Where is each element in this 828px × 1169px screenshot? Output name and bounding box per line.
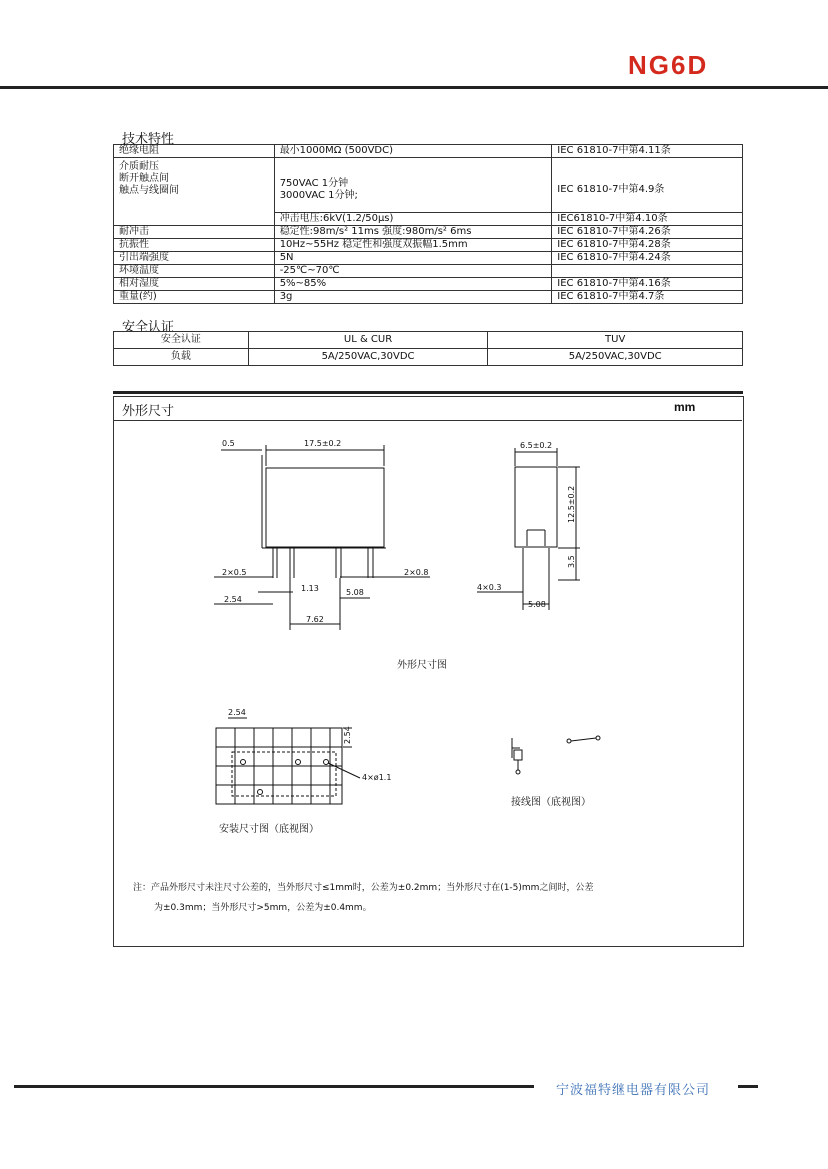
spec-name: 环境温度 (114, 265, 275, 278)
footer-rule-right (738, 1085, 758, 1088)
cert-section-title: 安全认证 (122, 320, 175, 335)
tolerance-note-cont: 为±0.3mm；当外形尺寸>5mm，公差为±0.4mm。 (154, 903, 372, 913)
spec-value: -25℃~70℃ (274, 265, 552, 278)
footer-rule (14, 1085, 534, 1088)
cert-cell: 5A/250VAC,30VDC (488, 349, 743, 366)
spec-value: 冲击电压:6kV(1.2/50μs) (274, 213, 552, 226)
dim-label: 4×0.3 (477, 583, 502, 592)
spec-name: 触点与线圈间 (119, 185, 179, 196)
spec-std: IEC 61810-7中第4.9条 (552, 158, 743, 213)
dim-label: 5.08 (346, 588, 364, 597)
dim-label: 1.13 (301, 584, 319, 593)
dim-label: 2.54 (228, 708, 246, 717)
tolerance-note: 注：产品外形尺寸未注尺寸公差的，当外形尺寸≤1mm时，公差为±0.2mm；当外形尺寸在(1-5)mm之间时，公差 (133, 883, 594, 893)
spec-name: 重量(约) (114, 291, 275, 304)
spec-std: IEC 61810-7中第4.7条 (552, 291, 743, 304)
spec-std: IEC 61810-7中第4.28条 (552, 239, 743, 252)
wiring-diagram (512, 736, 600, 774)
dim-label: 2×0.8 (404, 568, 429, 577)
spec-value: 5%~85% (274, 278, 552, 291)
outline-caption: 外形尺寸图 (397, 660, 447, 671)
mounting-drawing (216, 718, 360, 804)
spec-name: 断开触点间 (119, 173, 169, 184)
dim-label: 6.5±0.2 (520, 441, 553, 450)
spec-value: 3000VAC 1分钟; (279, 190, 358, 201)
spec-value: 750VAC 1分钟 (279, 178, 349, 189)
dim-label: 2.54 (343, 726, 352, 744)
dimensions-unit: mm (674, 400, 696, 414)
dim-label: 5.08 (528, 600, 546, 609)
spec-value: 最小1000MΩ (500VDC) (274, 145, 552, 158)
spec-value: 5N (274, 252, 552, 265)
dimensions-title: 外形尺寸 (122, 404, 175, 419)
mount-caption: 安装尺寸图（底视图） (219, 824, 319, 835)
spec-std: IEC 61810-7中第4.16条 (552, 278, 743, 291)
spec-name: 绝缘电阻 (114, 145, 275, 158)
dim-label: 3.5 (567, 555, 576, 568)
company-name: 宁波福特继电器有限公司 (556, 1083, 711, 1098)
spec-value: 3g (274, 291, 552, 304)
spec-std: IEC 61810-7中第4.24条 (552, 252, 743, 265)
spec-value: 10Hz~55Hz 稳定性和强度双振幅1.5mm (274, 239, 552, 252)
cert-cell: 5A/250VAC,30VDC (248, 349, 488, 366)
dim-label: 12.5±0.2 (567, 485, 576, 523)
dim-label: 7.62 (306, 615, 324, 624)
dim-label: 0.5 (222, 439, 235, 448)
spec-std: IEC 61810-7中第4.26条 (552, 226, 743, 239)
dim-label: 2.54 (224, 595, 242, 604)
spec-std: IEC61810-7中第4.10条 (552, 213, 743, 226)
spec-name: 引出端强度 (114, 252, 275, 265)
wiring-caption: 接线图（底视图） (511, 797, 591, 808)
cert-cell: 负载 (114, 349, 249, 366)
front-view-drawing (214, 445, 430, 630)
cert-header: 安全认证 (114, 332, 249, 349)
spec-name: 抗振性 (114, 239, 275, 252)
spec-name: 介质耐压 (119, 161, 159, 172)
spec-section-title: 技术特性 (122, 132, 175, 147)
dim-label: 4×ø1.1 (362, 773, 392, 782)
dim-label: 17.5±0.2 (304, 439, 342, 448)
brand-logo: NG6D (628, 50, 709, 80)
spec-name: 耐冲击 (114, 226, 275, 239)
spec-std: IEC 61810-7中第4.11条 (552, 145, 743, 158)
spec-value: 稳定性:98m/s² 11ms 强度:980m/s² 6ms (274, 226, 552, 239)
spec-name: 相对湿度 (114, 278, 275, 291)
cert-header: TUV (488, 332, 743, 349)
dim-label: 2×0.5 (222, 568, 247, 577)
cert-header: UL & CUR (248, 332, 488, 349)
